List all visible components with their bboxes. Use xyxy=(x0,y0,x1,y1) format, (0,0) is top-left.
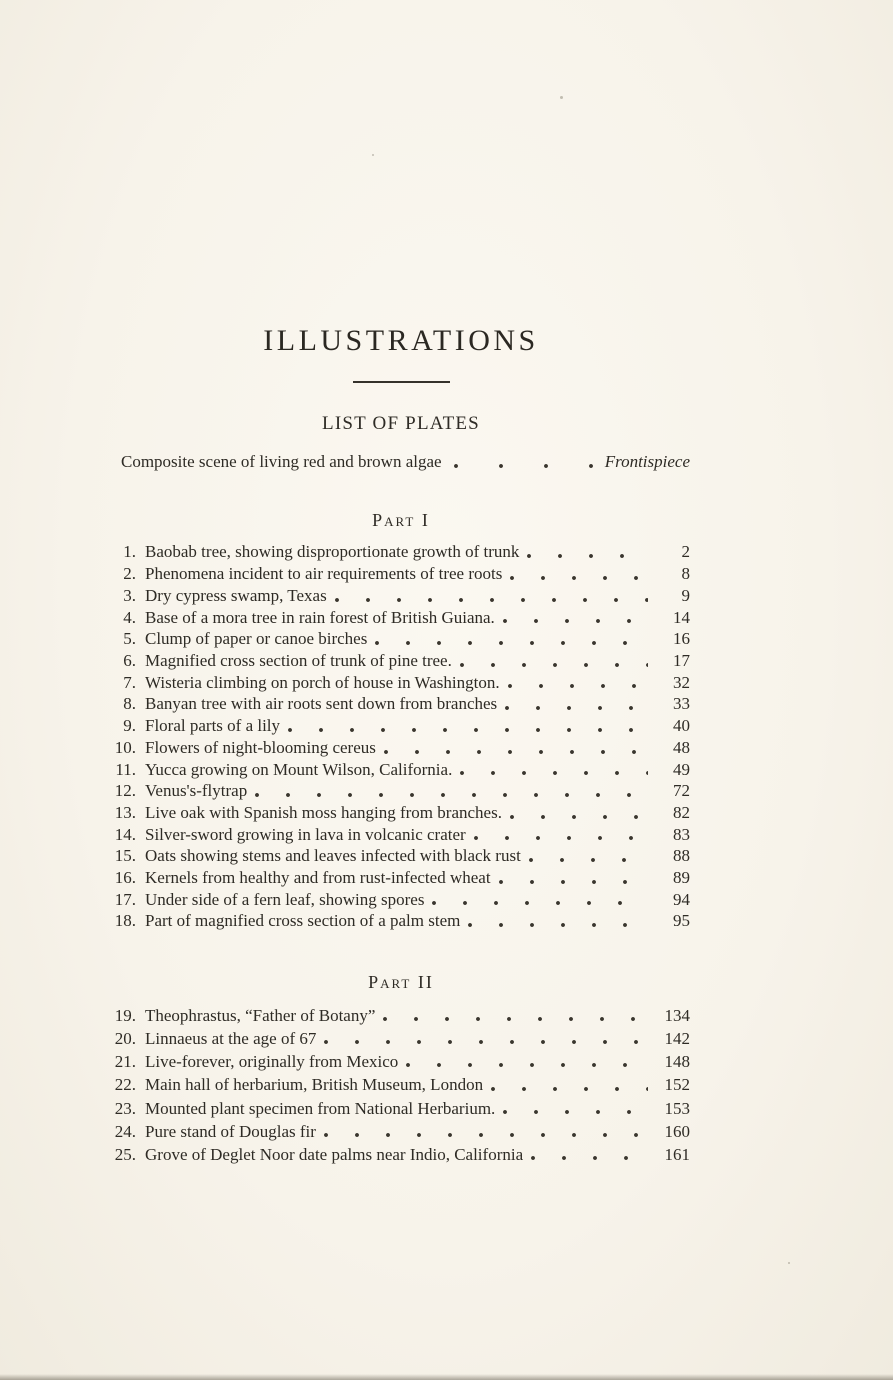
leader-dots xyxy=(460,771,648,775)
plate-number: 23. xyxy=(114,1098,136,1118)
plate-number: 25. xyxy=(114,1144,136,1164)
plate-caption: Mounted plant specimen from National Herbarium. xyxy=(145,1098,496,1118)
plate-number: 17. xyxy=(114,889,136,909)
leader-dots xyxy=(432,901,648,905)
plate-number: 18. xyxy=(114,911,136,931)
leader-dots xyxy=(499,880,648,884)
leader-dots xyxy=(510,576,648,580)
plate-page-number: 161 xyxy=(664,1144,690,1164)
plate-entry xyxy=(112,1097,690,1120)
plate-entry xyxy=(112,867,690,889)
plate-number: 9. xyxy=(123,716,136,736)
plate-caption: Main hall of herbarium, British Museum, London xyxy=(145,1075,484,1095)
parts-container xyxy=(112,510,690,1166)
plate-caption: Kernels from healthy and from rust-infected wheat xyxy=(145,868,491,888)
plate-entry xyxy=(112,563,690,585)
leader-dots xyxy=(324,1133,648,1137)
plate-caption: Clump of paper or canoe birches xyxy=(145,629,368,649)
plate-page-number: 82 xyxy=(673,802,690,822)
leader-dots xyxy=(510,815,648,819)
plate-number: 11. xyxy=(115,759,136,779)
plate-number: 2. xyxy=(123,564,136,584)
leader-dots xyxy=(503,619,648,623)
frontispiece-leader-dots xyxy=(454,464,593,468)
plate-entry xyxy=(112,715,690,737)
plate-caption: Dry cypress swamp, Texas xyxy=(145,585,327,605)
leader-dots xyxy=(468,923,648,927)
scan-speck xyxy=(560,96,563,99)
plate-entry xyxy=(112,910,690,932)
plate-number: 22. xyxy=(114,1075,136,1095)
plate-caption: Phenomena incident to air requirements of tree roots xyxy=(145,564,503,584)
plate-caption: Part of magnified cross section of a palm stem xyxy=(145,911,461,931)
plate-entry xyxy=(112,1143,690,1166)
plate-page-number: 134 xyxy=(664,1005,690,1025)
leader-dots xyxy=(529,858,648,862)
plate-entry xyxy=(112,824,690,846)
part-heading: Part I xyxy=(372,509,430,530)
plate-number: 21. xyxy=(114,1052,136,1072)
plate-caption: Flowers of night-blooming cereus xyxy=(145,737,376,757)
leader-dots xyxy=(335,598,648,602)
plate-page-number: 49 xyxy=(673,759,690,779)
plate-caption: Live-forever, originally from Mexico xyxy=(145,1052,399,1072)
plate-entry xyxy=(112,585,690,607)
plate-entry xyxy=(112,693,690,715)
leader-dots xyxy=(474,836,648,840)
leader-dots xyxy=(406,1063,648,1067)
plate-caption: Banyan tree with air roots sent down from branches xyxy=(145,694,498,714)
plate-caption: Wisteria climbing on porch of house in Washington. xyxy=(145,672,500,692)
plate-page-number: 88 xyxy=(673,846,690,866)
plate-page-number: 83 xyxy=(673,824,690,844)
leader-dots xyxy=(255,793,648,797)
plate-entry xyxy=(112,889,690,911)
frontispiece-caption: Composite scene of living red and brown algae xyxy=(121,451,442,471)
plate-page-number: 48 xyxy=(673,737,690,757)
leader-dots xyxy=(505,706,648,710)
plate-entry xyxy=(112,737,690,759)
leader-dots xyxy=(491,1087,648,1091)
plate-entry xyxy=(112,802,690,824)
plate-caption: Under side of a fern leaf, showing spores xyxy=(145,889,425,909)
plate-entry xyxy=(112,650,690,672)
plate-list xyxy=(112,541,690,932)
frontispiece-entry xyxy=(112,451,690,473)
part-section xyxy=(112,972,690,1166)
plate-entry xyxy=(112,1050,690,1073)
plate-entry xyxy=(112,607,690,629)
plate-entry xyxy=(112,1004,690,1027)
page-content xyxy=(112,0,690,1166)
plate-number: 8. xyxy=(123,694,136,714)
plate-page-number: 152 xyxy=(664,1075,690,1095)
page-title: ILLUSTRATIONS xyxy=(263,324,539,357)
plate-caption: Linnaeus at the age of 67 xyxy=(145,1028,317,1048)
plate-caption: Venus's-flytrap xyxy=(145,781,248,801)
plate-caption: Baobab tree, showing disproportionate growth of trunk xyxy=(145,542,520,562)
plate-number: 13. xyxy=(114,802,136,822)
plate-page-number: 8 xyxy=(681,564,690,584)
plate-number: 14. xyxy=(114,824,136,844)
plate-page-number: 14 xyxy=(673,607,690,627)
leader-dots xyxy=(383,1017,648,1021)
plate-list xyxy=(112,1004,690,1166)
scan-speck xyxy=(788,1262,790,1264)
scan-speck xyxy=(372,154,374,156)
plate-entry xyxy=(112,1120,690,1143)
plate-page-number: 16 xyxy=(673,629,690,649)
plate-caption: Magnified cross section of trunk of pine tree. xyxy=(145,651,452,670)
plate-number: 4. xyxy=(123,607,136,627)
leader-dots xyxy=(384,750,648,754)
plate-entry xyxy=(112,541,690,563)
plate-page-number: 95 xyxy=(673,911,690,931)
plate-caption: Live oak with Spanish moss hanging from branches. xyxy=(145,802,502,822)
plate-entry xyxy=(112,780,690,802)
plate-number: 20. xyxy=(114,1028,136,1048)
leader-dots xyxy=(503,1110,648,1114)
plate-entry xyxy=(112,845,690,867)
plate-number: 5. xyxy=(123,629,136,649)
leader-dots xyxy=(375,641,648,645)
plate-entry xyxy=(112,1073,690,1096)
plate-page-number: 32 xyxy=(673,672,690,692)
plate-number: 1. xyxy=(123,542,136,562)
frontispiece-page-label: Frontispiece xyxy=(604,451,690,471)
part-heading: Part II xyxy=(368,972,434,993)
part-section xyxy=(112,510,690,932)
plate-page-number: 94 xyxy=(673,889,690,909)
plate-page-number: 17 xyxy=(673,651,690,670)
plate-caption: Theophrastus, “Father of Botany” xyxy=(145,1005,376,1025)
plate-entry xyxy=(112,1027,690,1050)
plate-caption: Base of a mora tree in rain forest of British Guiana. xyxy=(145,607,495,627)
plate-number: 24. xyxy=(114,1121,136,1141)
leader-dots xyxy=(531,1156,648,1160)
plate-number: 15. xyxy=(114,846,136,866)
plate-caption: Grove of Deglet Noor date palms near Indio, California xyxy=(145,1144,524,1164)
plate-caption: Floral parts of a lily xyxy=(145,716,281,736)
plate-number: 10. xyxy=(114,737,136,757)
plate-page-number: 9 xyxy=(681,585,690,605)
plate-page-number: 33 xyxy=(673,694,690,714)
plate-entry xyxy=(112,759,690,781)
plate-number: 6. xyxy=(123,651,136,670)
plate-page-number: 89 xyxy=(673,868,690,888)
plate-number: 3. xyxy=(123,585,136,605)
leader-dots xyxy=(527,554,648,558)
plate-page-number: 72 xyxy=(673,781,690,801)
plate-entry xyxy=(112,628,690,650)
plate-number: 7. xyxy=(123,672,136,692)
plate-page-number: 2 xyxy=(681,542,690,562)
plate-caption: Silver-sword growing in lava in volcanic crater xyxy=(145,824,466,844)
leader-dots xyxy=(288,728,648,732)
plate-caption: Oats showing stems and leaves infected with black rust xyxy=(145,846,521,866)
leader-dots xyxy=(324,1040,648,1044)
leader-dots xyxy=(460,663,648,667)
title-divider-rule xyxy=(353,381,450,383)
list-of-plates-heading: LIST OF PLATES xyxy=(322,413,480,434)
scan-bottom-edge xyxy=(0,1374,893,1380)
plate-entry xyxy=(112,672,690,694)
plate-number: 12. xyxy=(114,781,136,801)
plate-page-number: 160 xyxy=(664,1121,690,1141)
plate-number: 16. xyxy=(114,868,136,888)
plate-page-number: 148 xyxy=(664,1052,690,1072)
plate-page-number: 153 xyxy=(664,1098,690,1118)
plate-page-number: 40 xyxy=(673,716,690,736)
plate-page-number: 142 xyxy=(664,1028,690,1048)
leader-dots xyxy=(508,684,648,688)
plate-caption: Pure stand of Douglas fir xyxy=(145,1121,316,1141)
plate-number: 19. xyxy=(114,1005,136,1025)
plate-caption: Yucca growing on Mount Wilson, California. xyxy=(145,759,453,779)
